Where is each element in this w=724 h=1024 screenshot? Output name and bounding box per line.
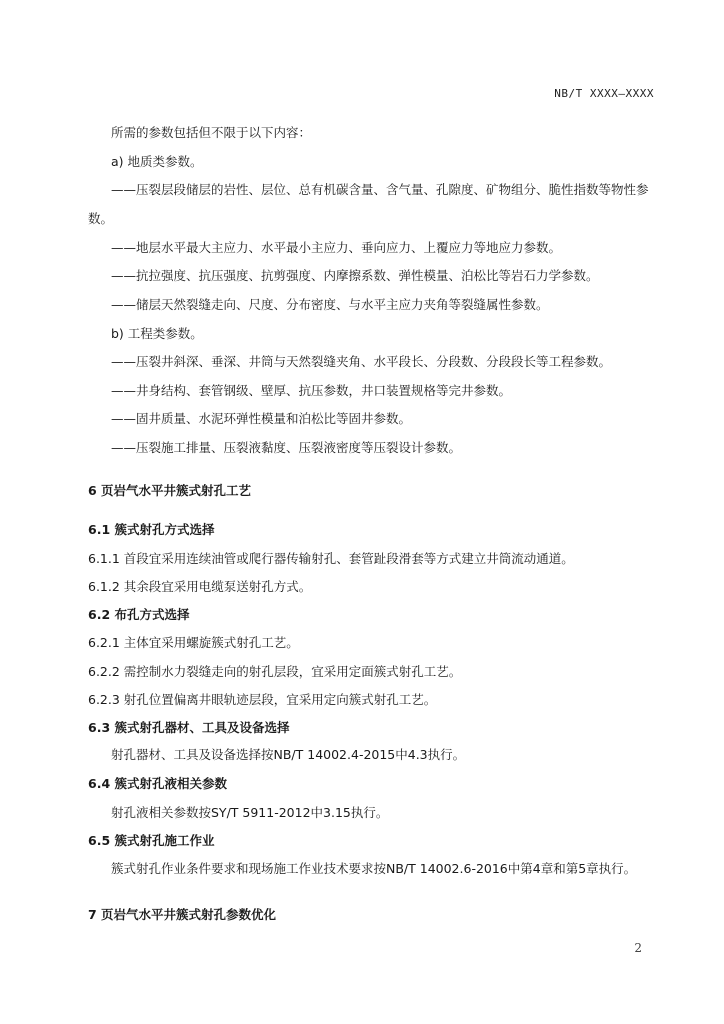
clause-6-3-text: 射孔器材、工具及设备选择按NB/T 14002.4-2015中4.3执行。 — [111, 747, 466, 762]
page-number: 2 — [634, 941, 642, 955]
section-6-3-heading: 6.3 簇式射孔器材、工具及设备选择 — [88, 720, 290, 735]
list-item: ——地层水平最大主应力、水平最小主应力、垂向应力、上覆应力等地应力参数。 — [111, 240, 562, 255]
section-6-4-heading: 6.4 簇式射孔液相关参数 — [88, 776, 227, 791]
section-6-2-heading: 6.2 布孔方式选择 — [88, 607, 190, 622]
list-item-continuation: 数。 — [88, 211, 114, 226]
list-item: ——压裂施工排量、压裂液黏度、压裂液密度等压裂设计参数。 — [111, 440, 462, 455]
list-item: ——储层天然裂缝走向、尺度、分布密度、与水平主应力夹角等裂缝属性参数。 — [111, 297, 549, 312]
list-item: ——压裂层段储层的岩性、层位、总有机碳含量、含气量、孔隙度、矿物组分、脆性指数等物性参 — [111, 182, 649, 197]
list-item: ——固井质量、水泥环弹性模量和泊松比等固井参数。 — [111, 411, 412, 426]
clause-6-1-1: 6.1.1 首段宜采用连续油管或爬行器传输射孔、套管趾段滑套等方式建立井筒流动通道。 — [88, 551, 574, 566]
list-item: ——井身结构、套管钢级、壁厚、抗压参数，井口装置规格等完井参数。 — [111, 383, 512, 398]
clause-6-2-1: 6.2.1 主体宜采用螺旋簇式射孔工艺。 — [88, 635, 299, 650]
clause-6-2-3: 6.2.3 射孔位置偏离井眼轨迹层段，宜采用定向簇式射孔工艺。 — [88, 692, 437, 707]
clause-6-1-2: 6.1.2 其余段宜采用电缆泵送射孔方式。 — [88, 579, 312, 594]
clause-6-2-2: 6.2.2 需控制水力裂缝走向的射孔层段，宜采用定面簇式射孔工艺。 — [88, 664, 462, 679]
list-item: ——压裂井斜深、垂深、井筒与天然裂缝夹角、水平段长、分段数、分段段长等工程参数。 — [111, 354, 612, 369]
section-6-heading: 6 页岩气水平井簇式射孔工艺 — [88, 483, 252, 498]
standard-code: NB/T XXXX—XXXX — [554, 87, 654, 100]
clause-6-4-text: 射孔液相关参数按SY/T 5911-2012中3.15执行。 — [111, 805, 389, 820]
clause-6-5-text: 簇式射孔作业条件要求和现场施工作业技术要求按NB/T 14002.6-2016中第4章和第5章执行。 — [111, 861, 637, 876]
intro-text: 所需的参数包括但不限于以下内容： — [111, 125, 312, 140]
list-b-title: b) 工程类参数。 — [111, 326, 203, 341]
section-6-1-heading: 6.1 簇式射孔方式选择 — [88, 522, 215, 537]
section-6-5-heading: 6.5 簇式射孔施工作业 — [88, 833, 215, 848]
list-a-title: a) 地质类参数。 — [111, 154, 203, 169]
section-7-heading: 7 页岩气水平井簇式射孔参数优化 — [88, 907, 277, 922]
list-item: ——抗拉强度、抗压强度、抗剪强度、内摩擦系数、弹性模量、泊松比等岩石力学参数。 — [111, 268, 599, 283]
